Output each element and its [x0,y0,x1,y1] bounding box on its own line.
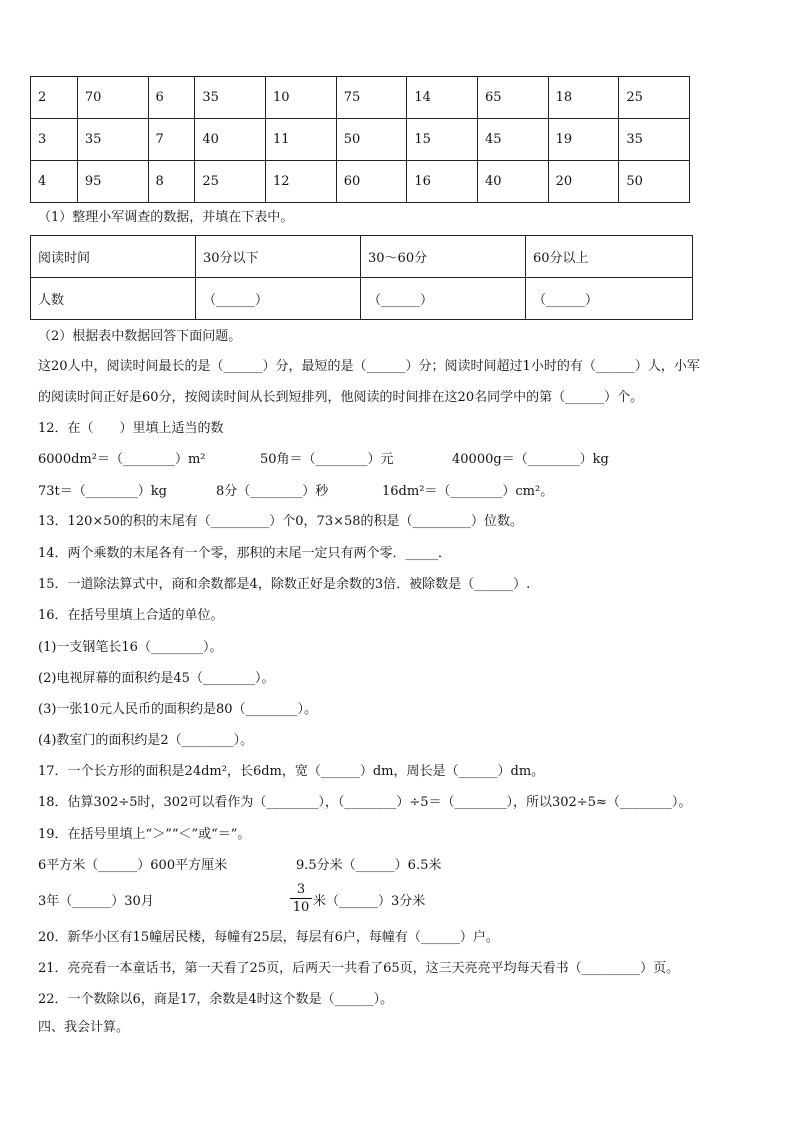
survey-data-table [30,76,690,203]
reading-minutes-cell: 35 [619,119,690,161]
student-number-cell: 14 [407,77,478,119]
student-number-cell: 20 [548,161,619,203]
reading-minutes-cell: 35 [195,77,266,119]
student-number-cell: 15 [407,119,478,161]
q12-item-b3: 16dm²＝（________）cm²。 [382,484,554,499]
reading-minutes-cell: 95 [77,161,148,203]
reading-minutes-cell: 65 [478,77,549,119]
row-label-count: 人数 [31,278,196,320]
student-number-cell: 18 [548,77,619,119]
reading-minutes-cell: 50 [336,119,407,161]
reading-minutes-cell: 45 [478,119,549,161]
q20: 20．新华小区有15幢居民楼，每幢有25层，每层有6户，每幢有（______）户。 [38,930,499,945]
student-number-cell: 8 [148,161,195,203]
reading-minutes-cell: 75 [336,77,407,119]
survey-row [31,77,690,119]
q12-item-b1: 73t＝（________）kg [38,484,167,499]
student-number-cell: 16 [407,161,478,203]
student-number-cell: 2 [31,77,78,119]
q15: 15．一道除法算式中，商和余数都是4，除数正好是余数的3倍．被除数是（______）. [38,577,531,592]
student-number-cell: 3 [31,119,78,161]
answer-cell[interactable]: （______） [526,278,693,320]
reading-minutes-cell: 25 [195,161,266,203]
student-number-cell: 12 [266,161,337,203]
q12-item-a3: 40000g＝（________）kg [452,452,609,467]
student-number-cell: 10 [266,77,337,119]
header-reading-time: 阅读时间 [31,236,196,278]
reading-minutes-cell: 40 [478,161,549,203]
reading-minutes-cell: 25 [619,77,690,119]
section-four-title: 四、我会计算。 [38,1020,130,1035]
student-number-cell: 19 [548,119,619,161]
q1-intro: （1）整理小军调查的数据，并填在下表中。 [38,210,294,225]
reading-time-table [30,235,693,320]
student-number-cell: 7 [148,119,195,161]
q19-item-b1: 3年（______）30月 [38,894,154,909]
q21: 21．亮亮看一本童话书，第一天看了25页，后两天一共看了65页，这三天亮亮平均每天看书（_________）页。 [38,961,680,976]
answer-cell[interactable]: （______） [196,278,361,320]
q22: 22．一个数除以6，商是17，余数是4时这个数是（______）。 [38,992,394,1007]
survey-row [31,119,690,161]
student-number-cell: 11 [266,119,337,161]
q2-line-1: 这20人中，阅读时间最长的是（______）分，最短的是（______）分；阅读时间超过1小时的有（______）人，小军 [38,359,700,374]
reading-minutes-cell: 35 [77,119,148,161]
reading-minutes-cell: 70 [77,77,148,119]
student-number-cell: 4 [31,161,78,203]
answer-cell[interactable]: （______） [361,278,526,320]
survey-row [31,161,690,203]
q19-item-a2: 9.5分米（______）6.5米 [296,858,442,873]
reading-minutes-cell: 50 [619,161,690,203]
q16-item: (4)教室门的面积约是2（________）。 [38,733,254,748]
header-30-60: 30～60分 [361,236,526,278]
q19-title: 19．在括号里填上“＞”“＜”或“＝”。 [38,827,251,842]
fraction-numerator: 3 [290,881,312,899]
q12-item-a2: 50角＝（________）元 [260,452,394,467]
header-under-30: 30分以下 [196,236,361,278]
header-over-60: 60分以上 [526,236,693,278]
q16-title: 16．在括号里填上合适的单位。 [38,608,224,623]
q19-item-a1: 6平方米（______）600平方厘米 [38,858,228,873]
q13: 13．120×50的积的末尾有（_________）个0，73×58的积是（_________）位数。 [38,514,524,529]
q12-item-a1: 6000dm²＝（________）m² [38,452,206,467]
q16-item: (1)一支钢笔长16（________）。 [38,640,223,655]
q12-title: 12．在（ ）里填上适当的数 [38,421,224,436]
q2-intro: （2）根据表中数据回答下面问题。 [38,329,242,344]
student-number-cell: 6 [148,77,195,119]
reading-minutes-cell: 40 [195,119,266,161]
fraction-denominator: 10 [292,900,310,915]
q2-line-2: 的阅读时间正好是60分，按阅读时间从长到短排列，他阅读的时间排在这20名同学中的第（______）个。 [38,390,644,405]
q19-item-b2: 米（______）3分米 [313,894,426,909]
reading-minutes-cell: 60 [336,161,407,203]
q14: 14．两个乘数的末尾各有一个零，那积的末尾一定只有两个零．_____． [38,546,452,561]
q16-item: (2)电视屏幕的面积约是45（________）。 [38,671,275,686]
q16-item: (3)一张10元人民币的面积约是80（________）。 [38,702,317,717]
q18: 18．估算302÷5时，302可以看作为（________），（________）÷5＝（________），所以302÷5≈（________）。 [38,795,692,810]
q17: 17．一个长方形的面积是24dm²，长6dm，宽（______）dm，周长是（______）dm。 [38,764,545,779]
fraction-three-tenths [290,881,312,916]
q12-item-b2: 8分（________）秒 [216,484,329,499]
